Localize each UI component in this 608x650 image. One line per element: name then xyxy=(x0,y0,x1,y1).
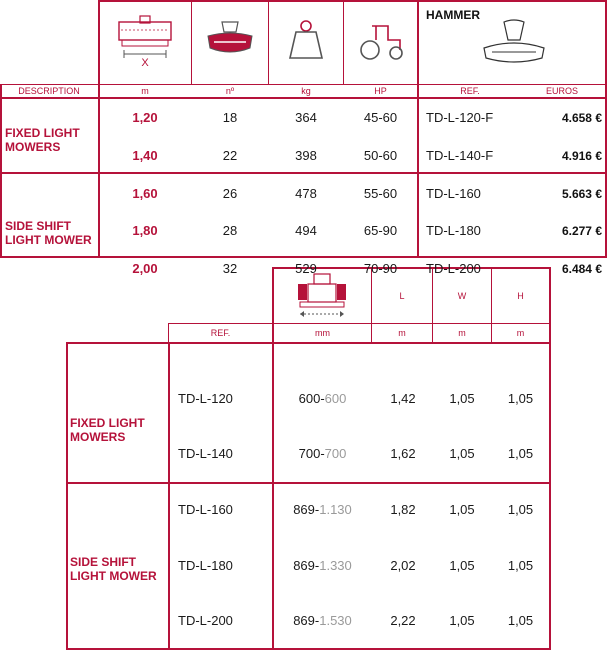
cell-ref: TD-L-180 xyxy=(178,558,233,573)
cell-ref: TD-L-160 xyxy=(178,502,233,517)
shift-max: 600 xyxy=(324,391,347,406)
cell-ref: TD-L-200 xyxy=(178,613,233,628)
cell-price: 4.658 € xyxy=(561,111,602,125)
hammer-blade-icon xyxy=(200,18,260,62)
divider xyxy=(343,0,344,84)
cell-width: 1,05 xyxy=(449,445,475,461)
divider xyxy=(417,0,419,258)
cell-width: 1,60 xyxy=(132,185,158,201)
hammer-icon xyxy=(478,18,550,68)
divider xyxy=(0,172,607,174)
cell-ref: TD-L-180 xyxy=(426,223,481,238)
shift-min: 869- xyxy=(293,613,320,628)
cell-ref: TD-L-140-F xyxy=(426,148,494,163)
divider xyxy=(168,342,170,650)
cell-width: 1,80 xyxy=(132,222,158,238)
divider xyxy=(0,97,607,99)
cell-price: 5.663 € xyxy=(561,187,602,201)
cell-ref: TD-L-120 xyxy=(178,391,233,406)
cell-blades: 32 xyxy=(222,260,238,276)
cell-weight: 478 xyxy=(295,185,317,201)
divider xyxy=(98,0,100,258)
group-label: SIDE SHIFT LIGHT MOWER xyxy=(70,555,157,583)
cell-blades: 28 xyxy=(222,222,238,238)
shift-min: 700- xyxy=(298,446,325,461)
header-weight: kg xyxy=(301,86,311,96)
cell-ref: TD-L-160 xyxy=(426,186,481,201)
cell-hp: 65-90 xyxy=(363,222,398,238)
cell-length: 1,82 xyxy=(390,501,416,517)
cell-weight: 398 xyxy=(295,147,317,163)
cell-weight: 494 xyxy=(295,222,317,238)
shift-max: 1.130 xyxy=(319,502,352,517)
cell-width: 1,05 xyxy=(449,501,475,517)
header-width-unit: m xyxy=(458,328,466,338)
group-label: FIXED LIGHT MOWERS xyxy=(5,126,80,154)
tractor-icon xyxy=(356,22,406,62)
header-width: m xyxy=(141,86,149,96)
header-height: H xyxy=(517,290,524,301)
header-length: L xyxy=(399,290,405,301)
cell-width: 2,00 xyxy=(132,260,158,276)
cell-shift-range xyxy=(274,391,371,406)
shift-min: 869- xyxy=(293,502,320,517)
cell-shift-range xyxy=(274,558,371,573)
cell-length: 1,62 xyxy=(390,445,416,461)
cell-width: 1,05 xyxy=(449,557,475,573)
header-shift: mm xyxy=(315,328,330,338)
divider xyxy=(191,0,192,84)
group-label: FIXED LIGHT MOWERS xyxy=(70,416,145,444)
cell-blades: 26 xyxy=(222,185,238,201)
cell-blades: 18 xyxy=(222,109,238,125)
cell-weight: 364 xyxy=(295,109,317,125)
divider xyxy=(605,0,607,258)
shift-min: 869- xyxy=(293,558,320,573)
header-width: W xyxy=(457,290,467,301)
shift-min: 600- xyxy=(298,391,325,406)
cell-length: 2,02 xyxy=(390,557,416,573)
header-price: EUROS xyxy=(545,86,578,96)
cell-width: 1,40 xyxy=(132,147,158,163)
cell-ref: TD-L-140 xyxy=(178,446,233,461)
cell-height: 1,05 xyxy=(507,390,534,406)
header-description: DESCRIPTION xyxy=(18,86,80,96)
hammer-title: HAMMER xyxy=(426,8,480,22)
cell-ref: TD-L-120-F xyxy=(426,110,494,125)
cell-shift-range xyxy=(274,446,371,461)
svg-text:X: X xyxy=(141,57,149,68)
weight-icon xyxy=(286,16,326,64)
cell-hp: 55-60 xyxy=(363,185,398,201)
cell-price: 4.916 € xyxy=(561,149,602,163)
cell-hp: 50-60 xyxy=(363,147,398,163)
cell-width: 1,05 xyxy=(449,612,475,628)
header-length-unit: m xyxy=(398,328,406,338)
divider xyxy=(66,342,551,344)
cell-shift-range xyxy=(274,502,371,517)
cell-weight: 529 xyxy=(295,260,317,276)
cell-shift-range xyxy=(274,613,371,628)
shift-max: 700 xyxy=(324,446,347,461)
cell-height: 1,05 xyxy=(507,445,534,461)
cell-hp: 45-60 xyxy=(363,109,398,125)
header-ref: REF. xyxy=(210,328,231,338)
divider xyxy=(0,84,2,258)
divider xyxy=(0,256,607,258)
side-shift-icon xyxy=(294,272,350,320)
divider xyxy=(66,482,551,484)
mower-width-icon xyxy=(104,8,184,68)
cell-ref: TD-L-200 xyxy=(426,261,481,276)
header-ref: REF. xyxy=(460,86,480,96)
divider xyxy=(66,342,68,650)
cell-height: 1,05 xyxy=(507,501,534,517)
cell-price: 6.484 € xyxy=(561,262,602,276)
cell-length: 2,22 xyxy=(390,612,416,628)
header-blades: nº xyxy=(225,86,235,96)
cell-width: 1,05 xyxy=(449,390,475,406)
shift-max: 1.330 xyxy=(319,558,352,573)
shift-max: 1.530 xyxy=(319,613,352,628)
cell-price: 6.277 € xyxy=(561,224,602,238)
header-height-unit: m xyxy=(516,328,525,338)
cell-height: 1,05 xyxy=(507,557,534,573)
header-hp: HP xyxy=(374,86,387,96)
cell-height: 1,05 xyxy=(507,612,534,628)
divider xyxy=(549,267,551,650)
cell-blades: 22 xyxy=(222,147,238,163)
cell-hp: 70-90 xyxy=(363,260,398,276)
group-label: SIDE SHIFT LIGHT MOWER xyxy=(5,219,92,247)
cell-length: 1,42 xyxy=(390,390,416,406)
divider xyxy=(268,0,269,84)
cell-width: 1,20 xyxy=(132,109,158,125)
divider xyxy=(98,0,607,2)
